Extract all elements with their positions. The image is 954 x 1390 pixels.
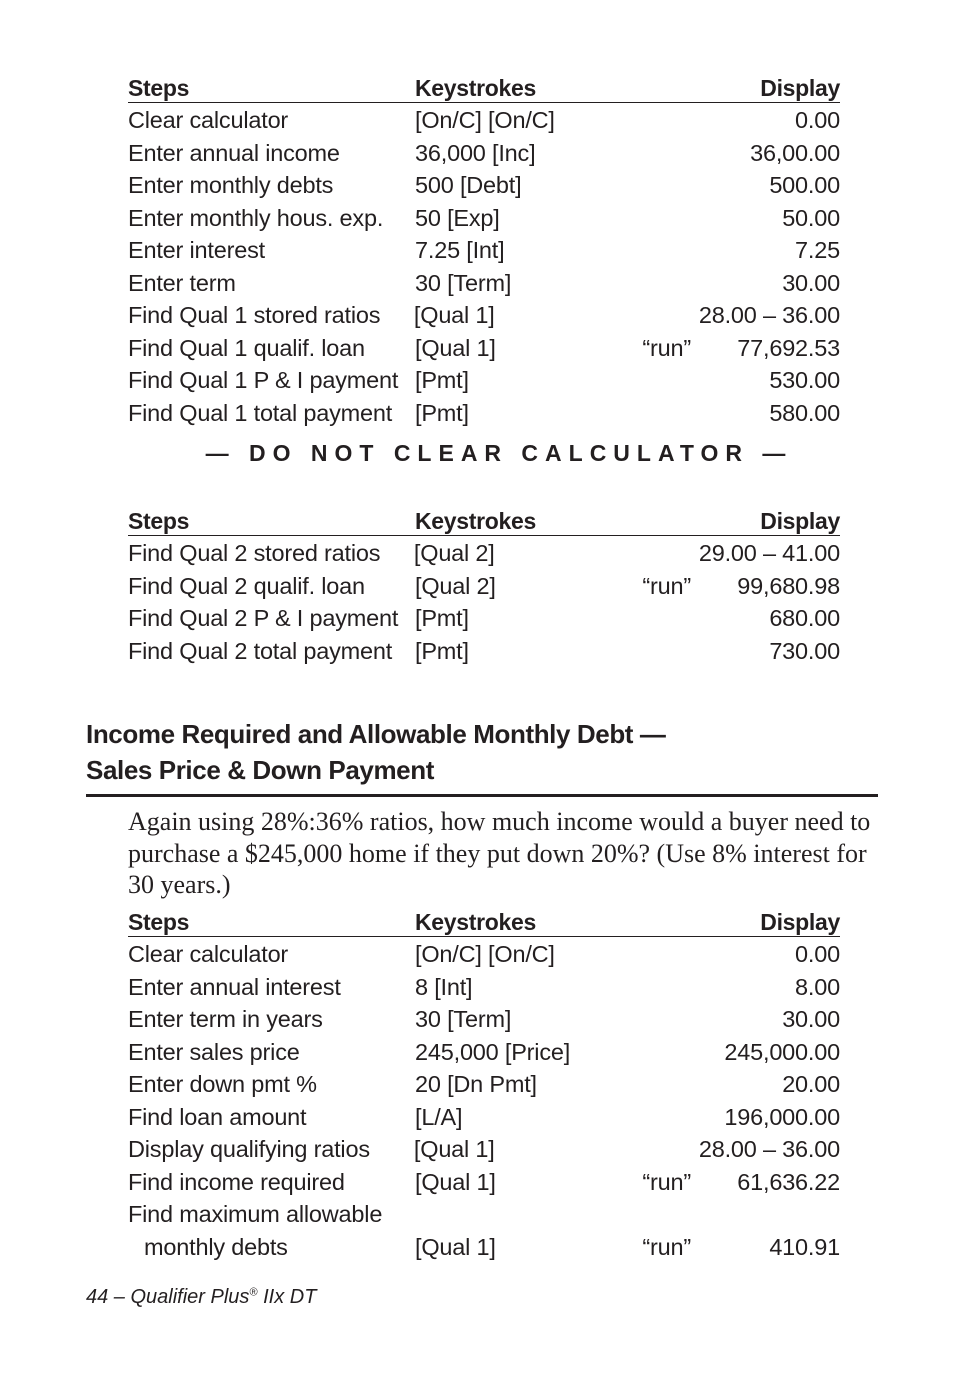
- header-steps: Steps: [128, 508, 190, 534]
- display-cell: 196,000.00: [724, 1103, 840, 1130]
- keystroke-cell: [Qual 2]: [413, 540, 495, 566]
- keystroke-cell: [Qual 1]: [413, 1136, 495, 1162]
- step-cell: Find Qual 1 total payment: [128, 399, 393, 426]
- page-footer: [86, 1286, 316, 1309]
- table-row: [128, 1169, 840, 1202]
- keystroke-cell: 20 [Dn Pmt]: [415, 1071, 537, 1097]
- step-cell: Enter annual interest: [128, 973, 341, 1000]
- table-row: [128, 1201, 840, 1234]
- keystroke-cell: 36,000 [Inc]: [415, 139, 536, 166]
- table-row: [128, 270, 840, 303]
- section-title: [86, 716, 878, 797]
- display-cell: 245,000.00: [724, 1038, 840, 1065]
- step-cell: Enter interest: [128, 237, 265, 263]
- table-row: [128, 540, 840, 573]
- step-cell: Enter term: [128, 269, 236, 296]
- keystroke-cell: [Qual 1]: [415, 1168, 496, 1195]
- do-not-clear-banner: — DO NOT CLEAR CALCULATOR —: [205, 440, 793, 466]
- table-row: [128, 573, 840, 606]
- keystroke-cell: 8 [Int]: [415, 973, 473, 1000]
- display-cell: 530.00: [769, 367, 840, 393]
- table-row: [128, 302, 840, 335]
- display-cell: 29.00 – 41.00: [698, 540, 840, 566]
- step-cell: Find maximum allowable: [128, 1201, 383, 1227]
- step-cell: Enter monthly debts: [128, 172, 334, 198]
- keystroke-cell: 50 [Exp]: [415, 204, 500, 231]
- keystroke-cell: [Pmt]: [415, 637, 469, 664]
- step-cell: Enter term in years: [128, 1006, 323, 1032]
- step-cell: Find income required: [128, 1168, 345, 1195]
- table-row: [128, 400, 840, 433]
- step-cell: Find loan amount: [128, 1103, 307, 1130]
- display-cell: 20.00: [782, 1071, 840, 1097]
- table-row: [128, 638, 840, 671]
- run-indicator: “run”: [642, 1168, 691, 1195]
- step-cell: monthly debts: [144, 1233, 288, 1260]
- table-row: [128, 367, 840, 400]
- table-row: [128, 205, 840, 238]
- table-row: [128, 1039, 840, 1072]
- step-cell: Find Qual 2 stored ratios: [128, 540, 381, 566]
- keystroke-cell: [On/C] [On/C]: [415, 941, 555, 967]
- table-row: [128, 1071, 840, 1104]
- footer-model: IIx DT: [257, 1286, 317, 1308]
- table-row: [128, 941, 840, 974]
- keystroke-cell: 7.25 [Int]: [415, 237, 505, 263]
- table-row: [128, 1136, 840, 1169]
- display-cell: 30.00: [782, 1006, 840, 1032]
- table-row: [128, 140, 840, 173]
- step-cell: Find Qual 2 P & I payment: [128, 605, 399, 631]
- display-cell: 500.00: [769, 172, 840, 198]
- table-row: [128, 1234, 840, 1267]
- keystroke-cell: [Qual 1]: [413, 302, 495, 328]
- keystroke-cell: 245,000 [Price]: [415, 1038, 571, 1065]
- display-cell: 680.00: [769, 605, 840, 631]
- run-indicator: “run”: [642, 1233, 691, 1260]
- keystroke-cell: [Qual 1]: [415, 1233, 496, 1260]
- header-display: Display: [760, 75, 840, 101]
- display-cell: 730.00: [769, 637, 840, 664]
- step-cell: Find Qual 2 total payment: [128, 637, 393, 664]
- display-cell: 7.25: [795, 237, 840, 263]
- footer-text: 44 – Qualifier Plus: [86, 1286, 250, 1308]
- keystroke-cell: 30 [Term]: [415, 1006, 512, 1032]
- display-cell: 50.00: [782, 204, 840, 231]
- keystroke-table-3: [128, 906, 840, 1266]
- table-header: [128, 72, 840, 103]
- step-cell: Find Qual 1 stored ratios: [128, 302, 381, 328]
- display-cell: 580.00: [769, 399, 840, 426]
- step-cell: Enter down pmt %: [128, 1071, 317, 1097]
- table-header: [128, 505, 840, 536]
- step-cell: Find Qual 2 qualif. loan: [128, 572, 365, 599]
- step-cell: Clear calculator: [128, 107, 289, 133]
- step-cell: Enter sales price: [128, 1038, 300, 1065]
- step-cell: Display qualifying ratios: [128, 1136, 370, 1162]
- keystroke-cell: [Pmt]: [415, 399, 469, 426]
- table-header: [128, 906, 840, 937]
- header-steps: Steps: [128, 909, 190, 935]
- step-cell: Clear calculator: [128, 941, 289, 967]
- keystroke-table-2: [128, 505, 840, 670]
- display-cell: 61,636.22: [737, 1168, 840, 1195]
- step-cell: Find Qual 1 P & I payment: [128, 367, 399, 393]
- keystroke-cell: 30 [Term]: [415, 269, 512, 296]
- display-cell: 410.91: [769, 1233, 840, 1260]
- display-cell: 30.00: [782, 269, 840, 296]
- keystroke-cell: [Qual 1]: [415, 334, 496, 361]
- keystroke-cell: [Qual 2]: [415, 572, 496, 599]
- table-row: [128, 172, 840, 205]
- display-cell: 77,692.53: [737, 334, 840, 361]
- table-row: [128, 237, 840, 270]
- step-cell: Enter annual income: [128, 139, 340, 166]
- table-row: [128, 1006, 840, 1039]
- keystroke-table-1: [128, 72, 840, 432]
- table-row: [128, 1104, 840, 1137]
- header-display: Display: [760, 508, 840, 534]
- display-cell: 28.00 – 36.00: [698, 1136, 840, 1162]
- keystroke-cell: [Pmt]: [415, 367, 469, 393]
- display-cell: 99,680.98: [737, 572, 840, 599]
- step-cell: Enter monthly hous. exp.: [128, 204, 384, 231]
- problem-paragraph: Again using 28%:36% ratios, how much income would a buyer need to purchase a $245,000 home if they put down 20%? (Use 8% interest for 30 years.): [128, 807, 871, 899]
- display-cell: 0.00: [795, 107, 840, 133]
- section-title-line-1: Income Required and Allowable Monthly Debt —: [86, 719, 666, 749]
- section-title-line-2: Sales Price & Down Payment: [86, 755, 434, 785]
- run-indicator: “run”: [642, 334, 691, 361]
- display-cell: 0.00: [795, 941, 840, 967]
- registered-mark: ®: [249, 1286, 258, 1299]
- header-keystrokes: Keystrokes: [415, 909, 537, 935]
- run-indicator: “run”: [642, 572, 691, 599]
- keystroke-cell: [On/C] [On/C]: [415, 107, 555, 133]
- header-keystrokes: Keystrokes: [415, 508, 537, 534]
- display-cell: 8.00: [795, 973, 840, 1000]
- keystroke-cell: [L/A]: [415, 1103, 463, 1130]
- table-row: [128, 605, 840, 638]
- header-steps: Steps: [128, 75, 190, 101]
- table-row: [128, 335, 840, 368]
- table-row: [128, 974, 840, 1007]
- keystroke-cell: [Pmt]: [415, 605, 469, 631]
- header-keystrokes: Keystrokes: [415, 75, 537, 101]
- header-display: Display: [760, 909, 840, 935]
- display-cell: 28.00 – 36.00: [698, 302, 840, 328]
- display-cell: 36,00.00: [750, 139, 840, 166]
- keystroke-cell: 500 [Debt]: [415, 172, 522, 198]
- step-cell: Find Qual 1 qualif. loan: [128, 334, 365, 361]
- table-row: [128, 107, 840, 140]
